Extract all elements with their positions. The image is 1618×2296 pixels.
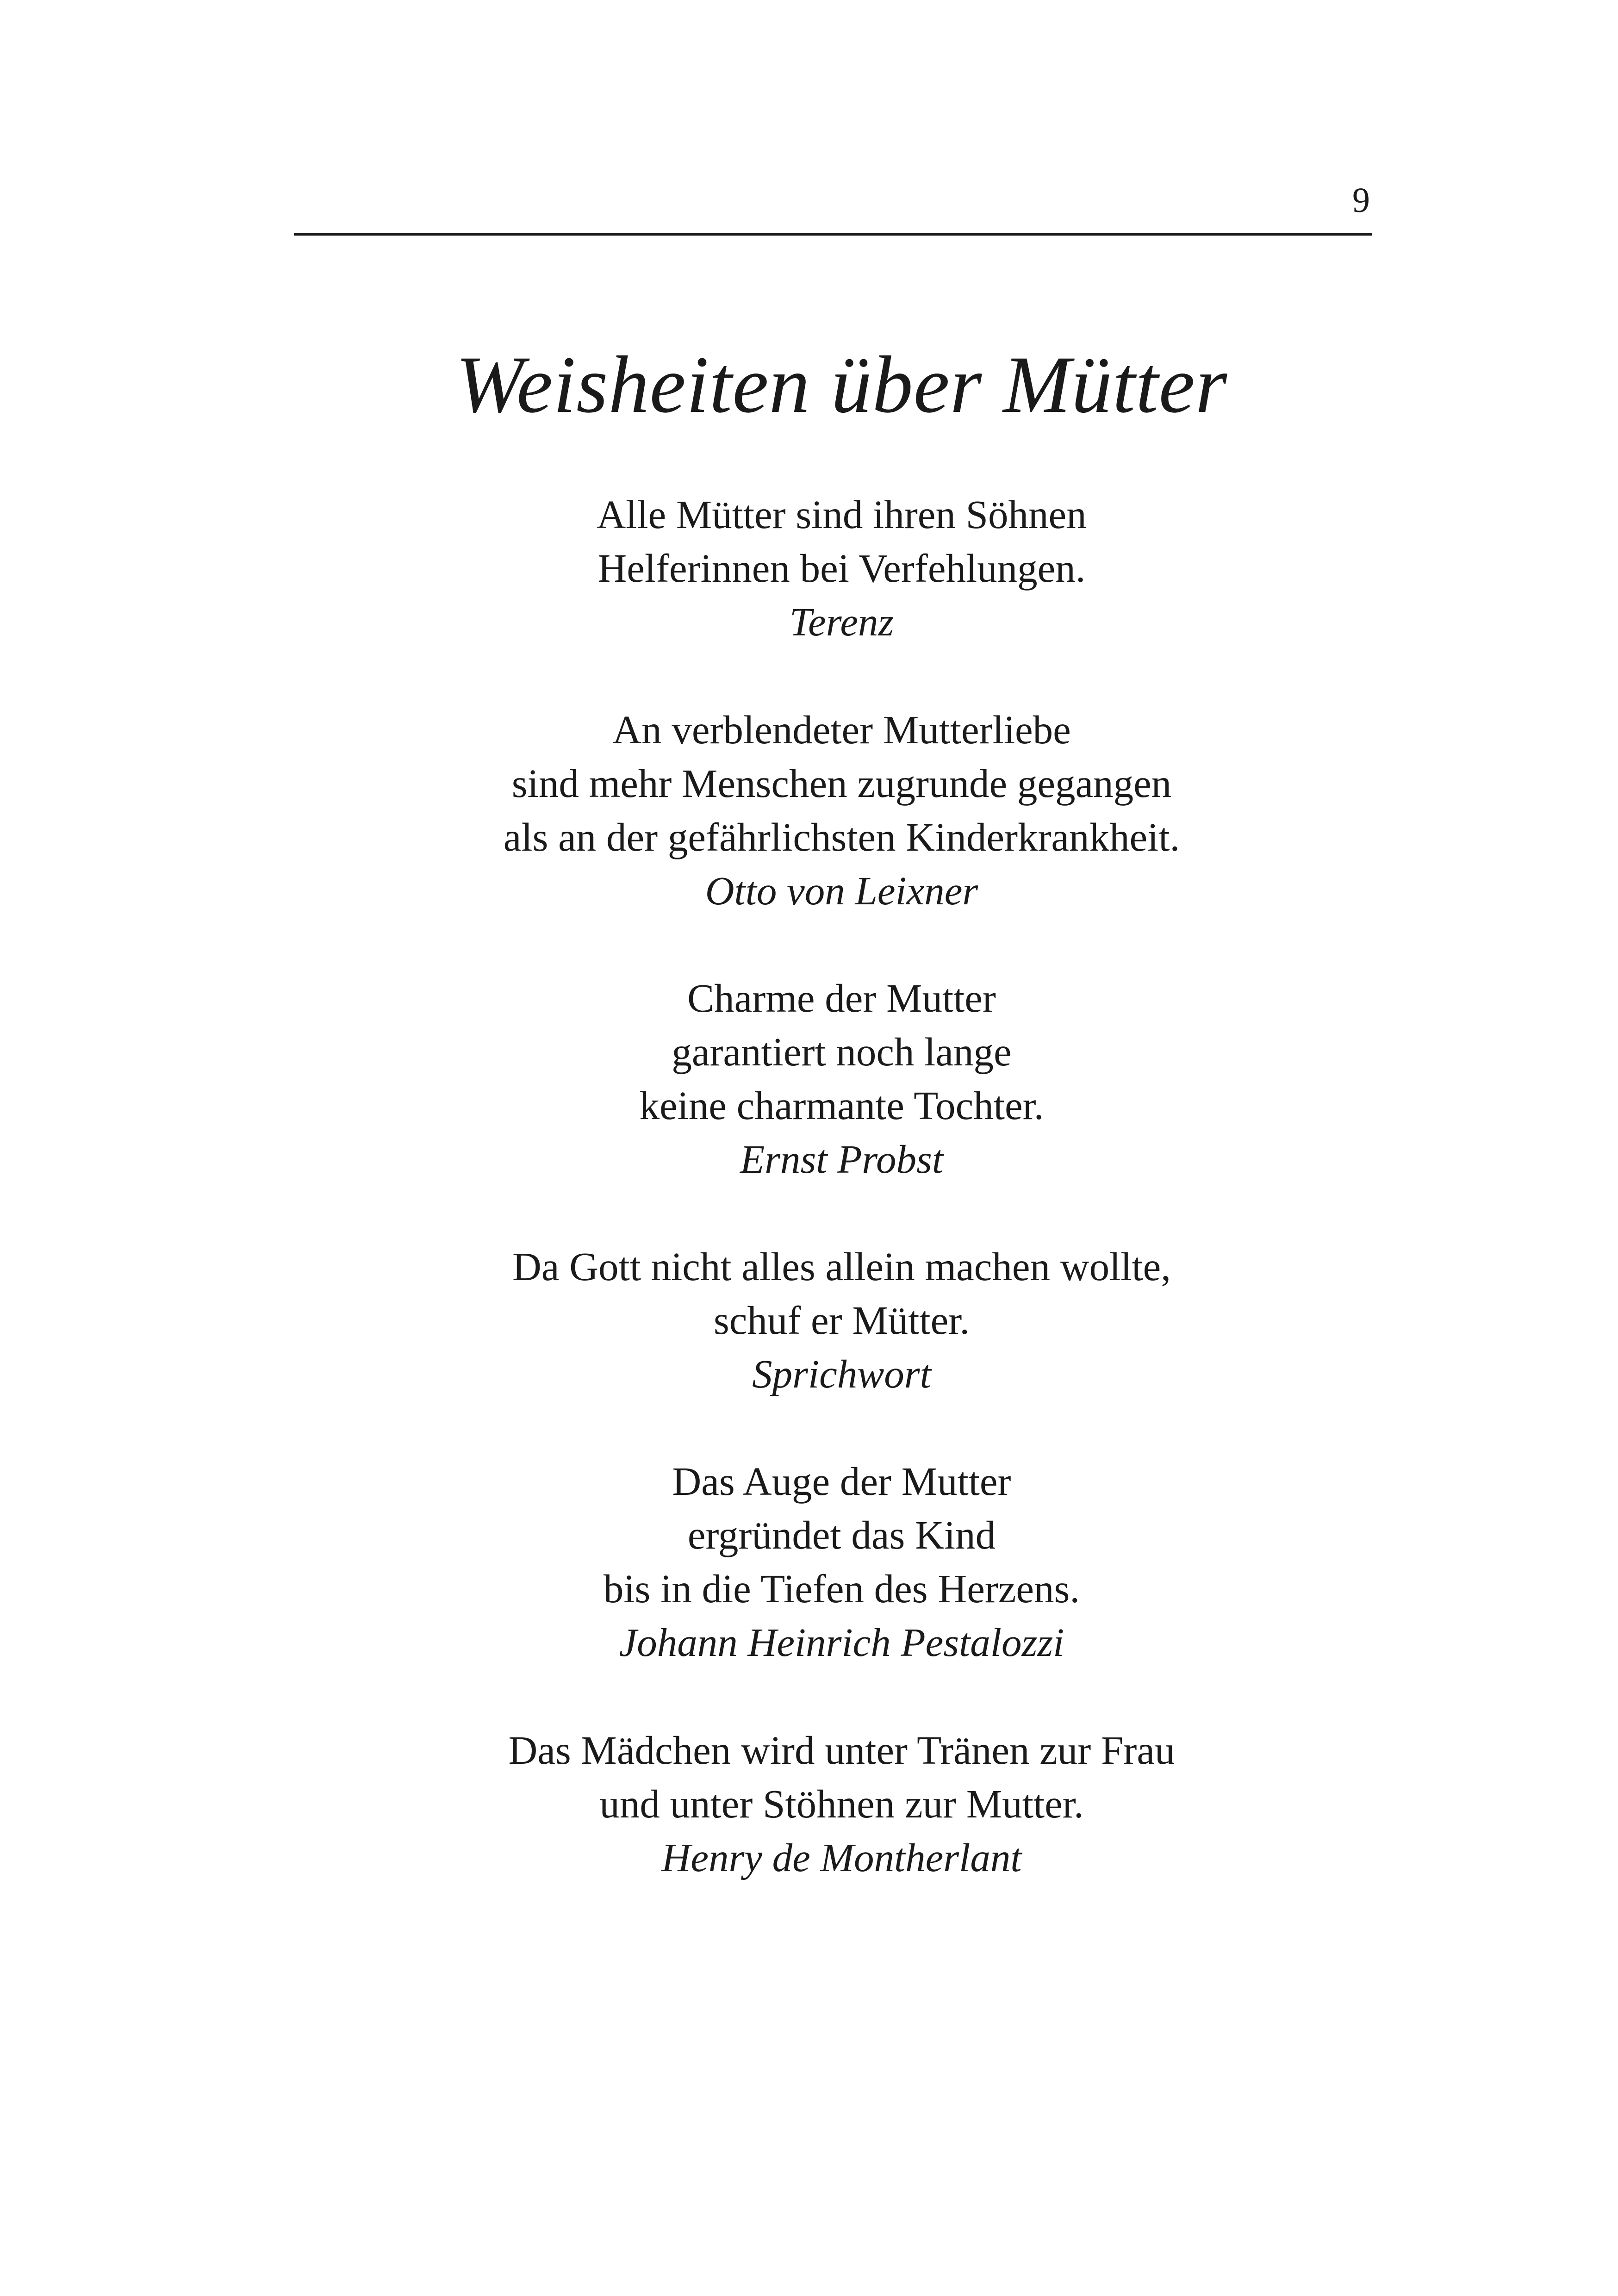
quote-line: Charme der Mutter: [687, 976, 996, 1020]
quote-line: Das Auge der Mutter: [672, 1459, 1011, 1504]
quote-line: Alle Mütter sind ihren Söhnen: [597, 492, 1087, 537]
header-rule: [294, 233, 1372, 236]
quote-line: keine charmante Tochter.: [639, 1083, 1044, 1128]
quote-block: [0, 488, 1618, 649]
quote-line: als an der gefährlichsten Kinderkrankheit.: [503, 815, 1180, 859]
quote-line: garantiert noch lange: [672, 1029, 1012, 1074]
quote-line: Helferinnen bei Verfehlungen.: [597, 546, 1086, 591]
quote-line: Das Mädchen wird unter Tränen zur Frau: [508, 1728, 1175, 1773]
quote-line: schuf er Mütter.: [713, 1298, 970, 1343]
quote-block: [0, 703, 1618, 918]
quote-line: bis in die Tiefen des Herzens.: [603, 1566, 1080, 1611]
quote-line: sind mehr Menschen zugrunde gegangen: [511, 761, 1172, 806]
quote-author: Sprichwort: [752, 1351, 931, 1396]
quote-author: Terenz: [789, 599, 894, 644]
quote-block: [0, 971, 1618, 1186]
quote-line: und unter Stöhnen zur Mutter.: [599, 1781, 1084, 1826]
quote-line: Da Gott nicht alles allein machen wollte,: [512, 1244, 1171, 1289]
quote-author: Ernst Probst: [740, 1137, 944, 1182]
quote-line: An verblendeter Mutterliebe: [612, 707, 1071, 752]
page-number: 9: [1352, 181, 1370, 220]
quote-block: [0, 1724, 1618, 1885]
quote-author: Johann Heinrich Pestalozzi: [619, 1620, 1064, 1665]
page-title: Weisheiten über Mütter: [455, 340, 1228, 430]
quote-block: [0, 1455, 1618, 1669]
quote-author: Otto von Leixner: [705, 868, 978, 913]
quote-block: [0, 1240, 1618, 1401]
quote-line: ergründet das Kind: [687, 1512, 996, 1557]
quote-author: Henry de Montherlant: [661, 1835, 1022, 1880]
